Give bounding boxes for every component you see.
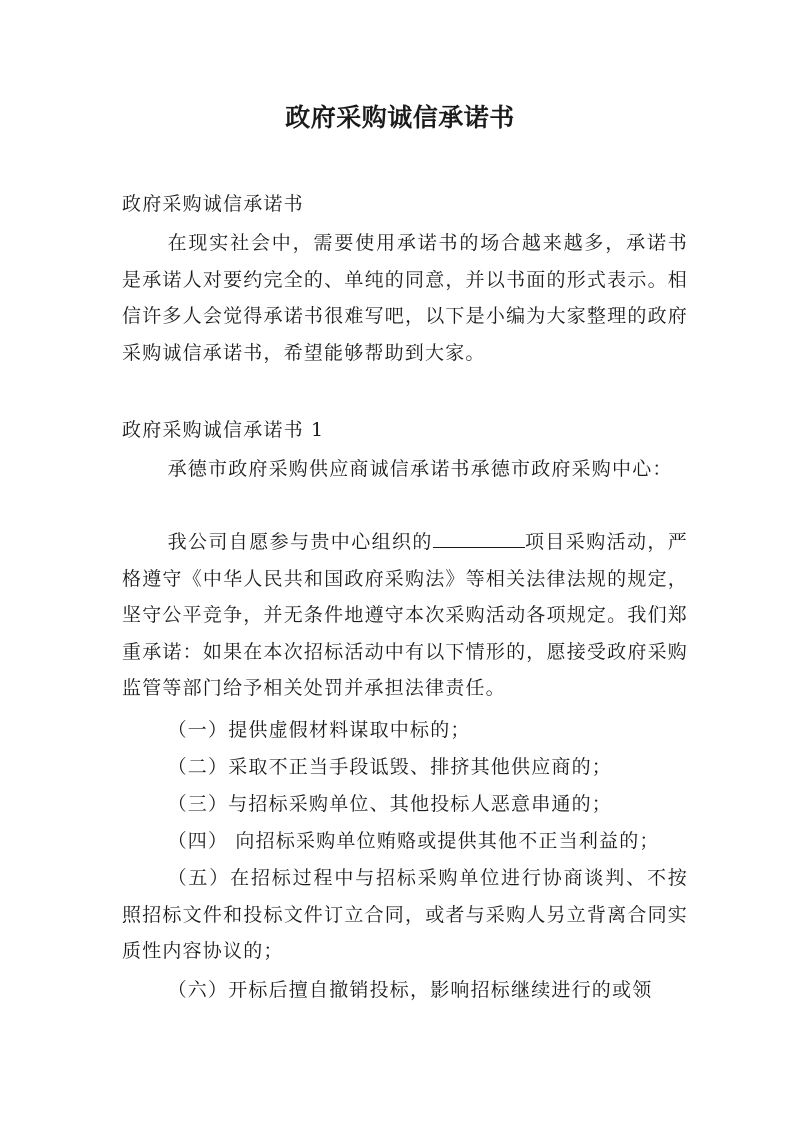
list-item: （三）与招标采购单位、其他投标人恶意串通的； (167, 793, 612, 815)
document-title: 政府采购诚信承诺书 (285, 103, 515, 132)
project-name-blank (433, 525, 525, 548)
list-item: （二）采取不正当手段诋毁、排挤其他供应商的； (167, 756, 612, 778)
list-item: （一）提供虚假材料谋取中标的； (167, 719, 471, 741)
intro-paragraph: 在现实社会中，需要使用承诺书的场合越来越多，承诺书是承诺人对要约完全的、单纯的同意，并以书面的形式表示。相信许多人会觉得承诺书很难写吧，以下是小编为大家整理的政府采购诚信承诺书，希望能够帮助到大家。 (122, 232, 688, 364)
list-item: （五）在招标过程中与招标采购单位进行协商谈判、不按照招标文件和投标文件订立合同，或者与采购人另立背离合同实质性内容协议的； (122, 867, 688, 962)
pledge-paragraph (122, 524, 688, 707)
pledge-text-start: 我公司自愿参与贵中心组织的 (167, 531, 433, 553)
addressee-paragraph: 承德市政府采购供应商诚信承诺书承德市政府采购中心： (167, 458, 673, 480)
pledge-text-rest: 项目采购活动，严格遵守《中华人民共和国政府采购法》等相关法律法规的规定，坚守公平竞争，并无条件地遵守本次采购活动各项规定。我们郑重承诺：如果在本次招标活动中有以下情形的，愿接受政府采购监管等部门给予相关处罚并承担法律责任。 (122, 531, 688, 699)
section-1-heading: 政府采购诚信承诺书 1 (122, 419, 325, 441)
intro-heading: 政府采购诚信承诺书 (122, 193, 304, 215)
list-item: （六）开标后擅自撤销投标，影响招标继续进行的或领 (167, 979, 653, 1001)
list-item: （四） 向招标采购单位贿赂或提供其他不正当利益的； (167, 830, 660, 852)
